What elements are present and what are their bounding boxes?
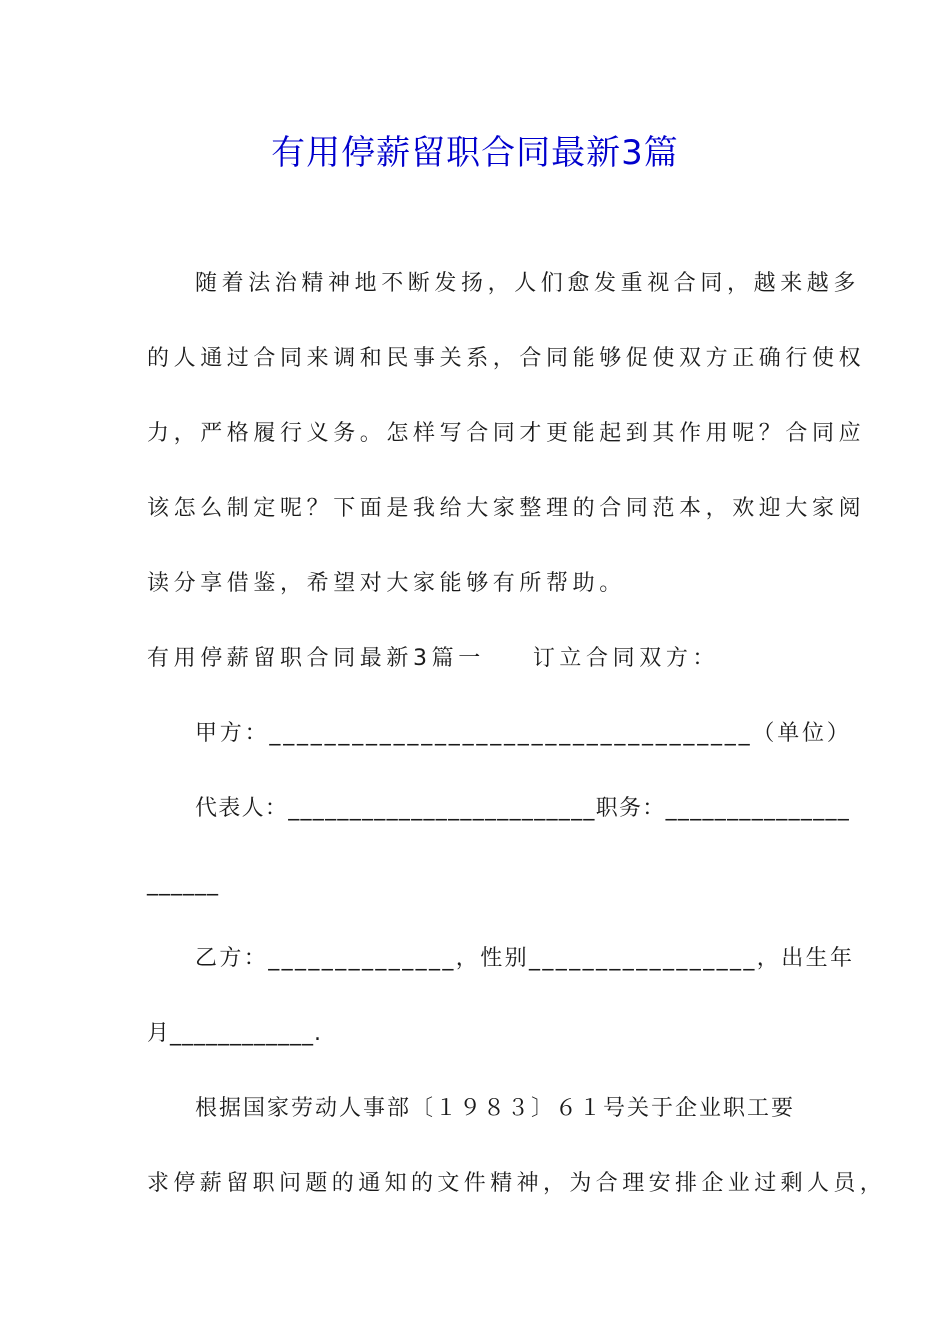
party-a-line: 甲方：___________________________________（单位） — [195, 721, 852, 746]
section-heading-row — [147, 639, 719, 679]
basis-line-2: 求停薪留职问题的通知的文件精神，为合理安排企业过剩人员， — [147, 1171, 887, 1196]
intro-line-3: 力，严格履行义务。怎样写合同才更能起到其作用呢？合同应 — [147, 421, 866, 446]
intro-line-2: 的人通过合同来调和民事关系，合同能够促使双方正确行使权 — [147, 346, 866, 371]
representative-continuation: ______ — [147, 871, 219, 896]
basis-line-1: 根据国家劳动人事部〔１９８３〕６１号关于企业职工要 — [195, 1096, 796, 1121]
section-subheading: 订立合同双方： — [532, 646, 720, 671]
document-title: 有用停薪留职合同最新3篇 — [271, 133, 679, 173]
section-heading: 有用停薪留职合同最新3篇一 — [147, 646, 485, 671]
representative-line: 代表人：_________________________职务：_______________ — [195, 796, 851, 821]
party-b-continuation: 月____________. — [147, 1021, 322, 1046]
party-b-line: 乙方：______________，性别_________________，出生年 — [195, 946, 855, 971]
intro-line-1: 随着法治精神地不断发扬，人们愈发重视合同，越来越多 — [195, 271, 861, 296]
intro-line-4: 该怎么制定呢？下面是我给大家整理的合同范本，欢迎大家阅 — [147, 496, 866, 521]
intro-line-5: 读分享借鉴，希望对大家能够有所帮助。 — [147, 571, 626, 596]
